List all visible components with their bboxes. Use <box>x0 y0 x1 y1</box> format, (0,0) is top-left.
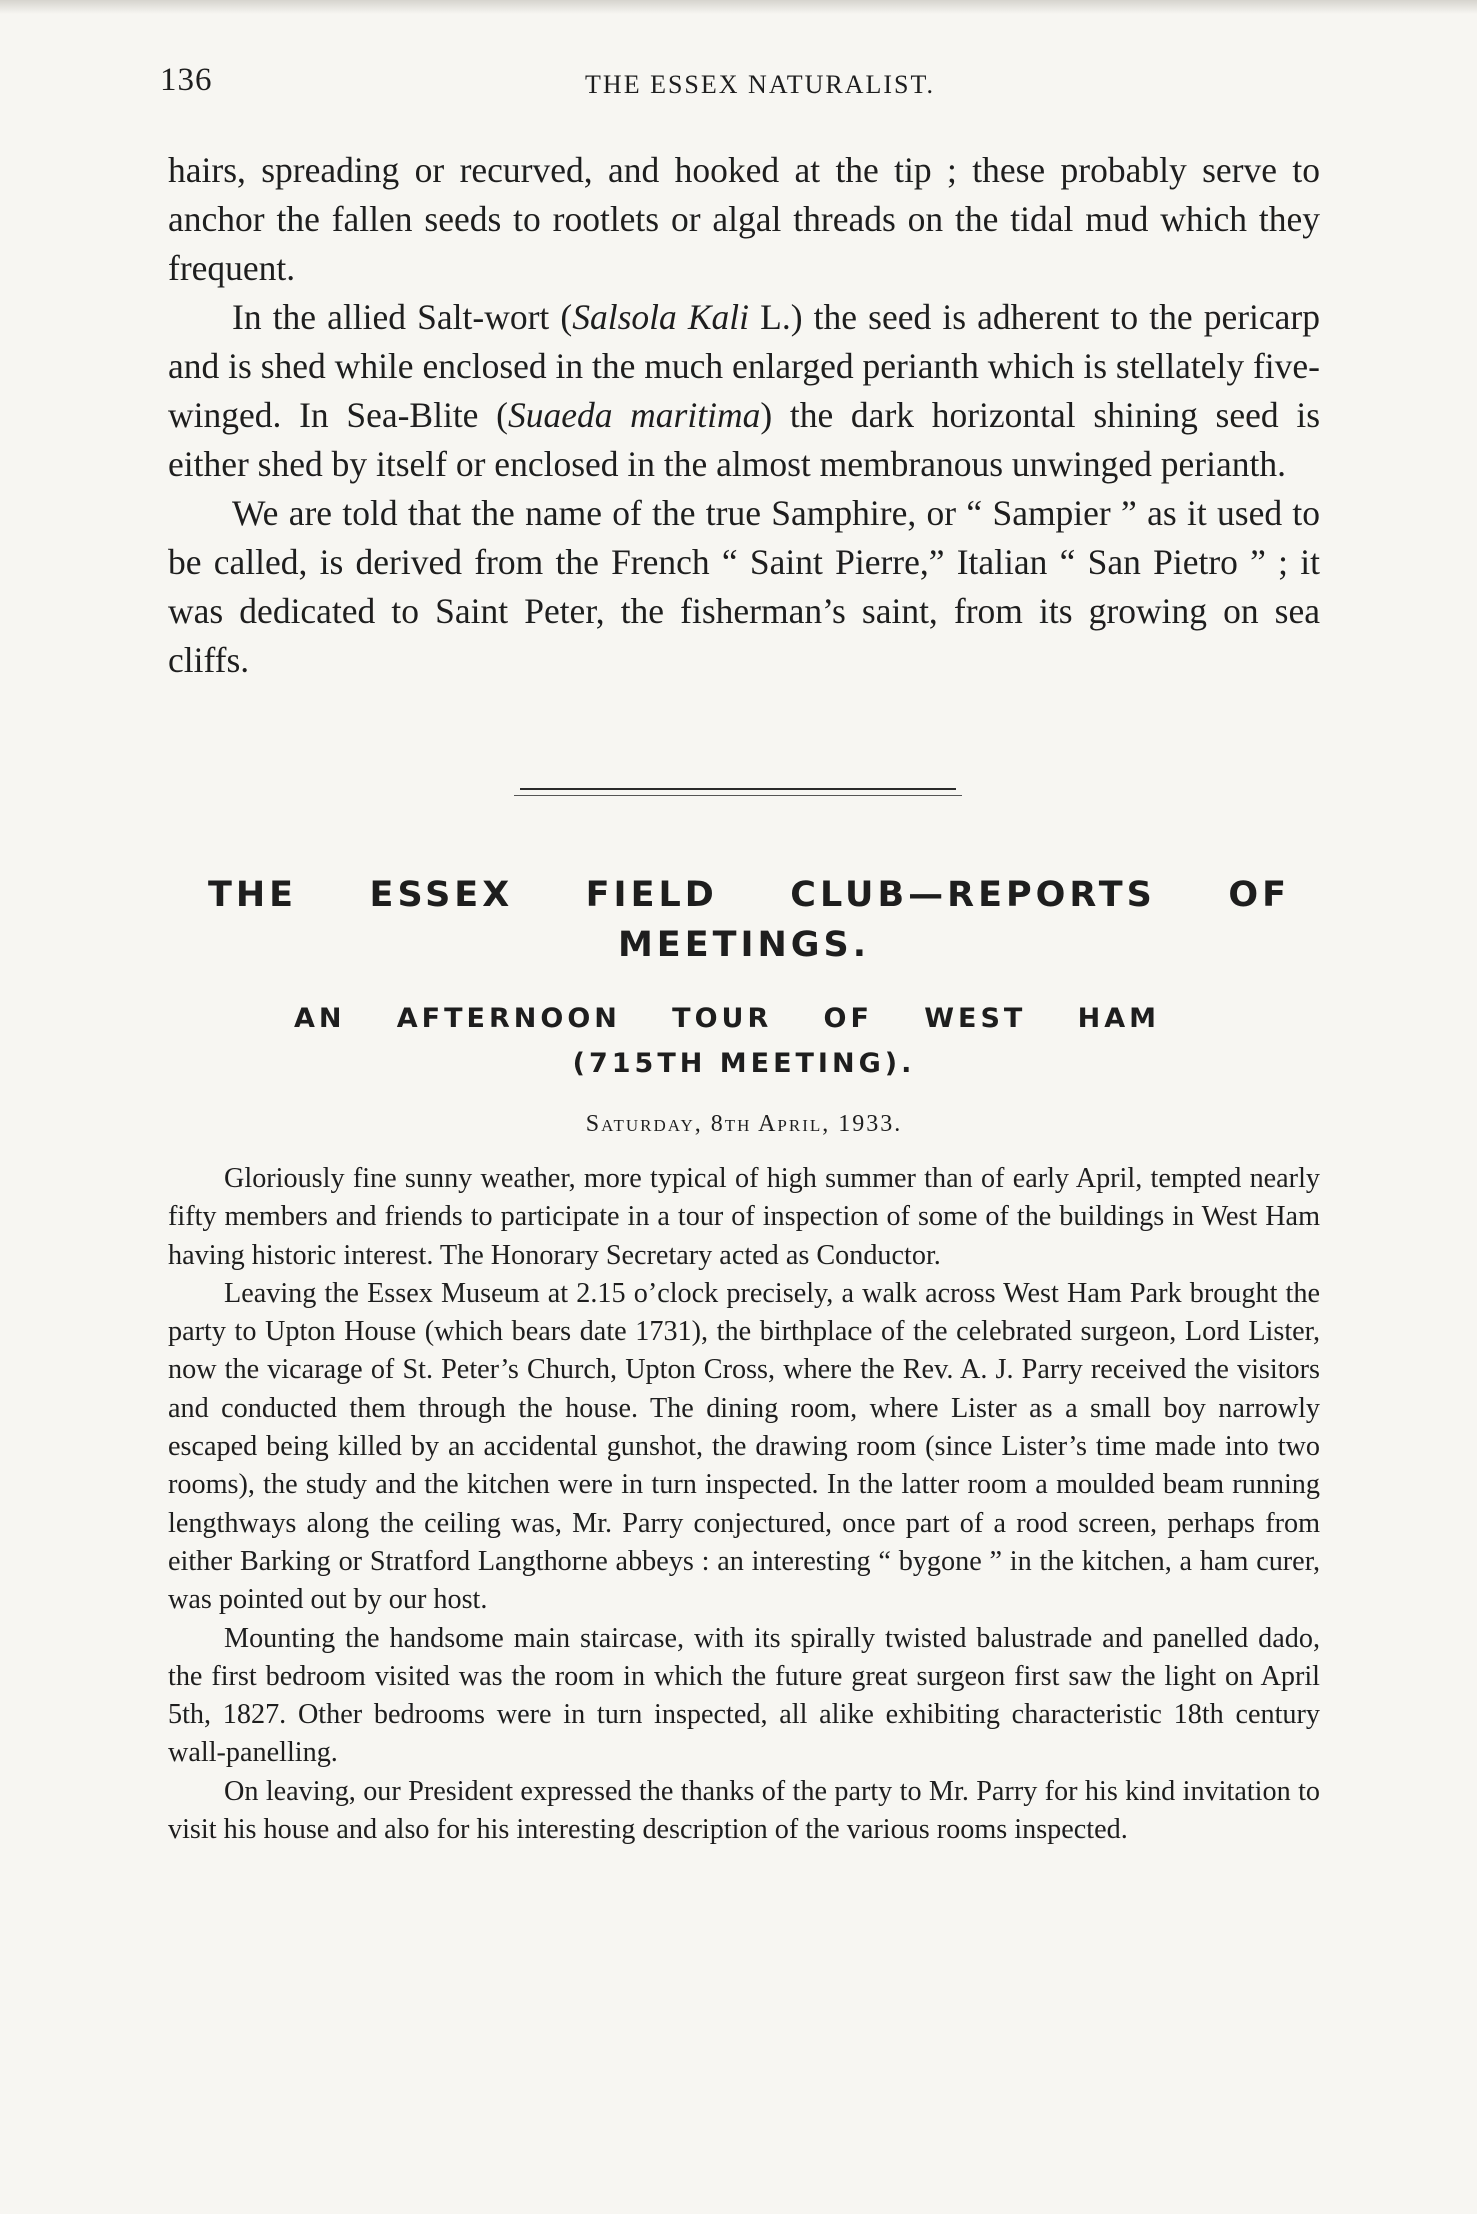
continued-paragraph-2: In the allied Salt-wort (Salsola Kali L.) the seed is adherent to the pericarp and is shed while enclosed in the much enlarged perianth which is stellately five-winged. In Sea-Blite (Suaeda maritima) the dark horizontal shining seed is either shed by itself or enclosed in the almost membranous unwinged perianth. <box>168 297 1321 484</box>
continued-paragraph-1: hairs, spreading or recurved, and hooked at the tip ; these probably serve to anchor the fallen seeds to rootlets or algal threads on the tidal mud which they frequent. <box>168 150 1320 288</box>
running-head <box>160 62 1320 112</box>
species-name-suaeda: Suaeda maritima <box>507 395 761 435</box>
page-edge-shadow <box>0 0 1477 14</box>
section-title <box>168 870 1320 970</box>
meeting-date: Saturday, 8th April, 1933. <box>585 1111 903 1137</box>
report-paragraph-3: Mounting the handsome main staircase, with its spirally twisted balustrade and panelled dado, the first bedroom visited was the room in which the future great surgeon first saw the light on April 5th, 1827. Other bedrooms were in turn inspected, all alike exhibiting characteristic 18th century wall-panelling. <box>168 1622 1320 1769</box>
meeting-report <box>168 1160 1320 1849</box>
section-title-line-1: THE ESSEX FIELD CLUB—REPORTS OF <box>208 875 1290 915</box>
section-divider <box>514 786 962 800</box>
report-paragraph-4: On leaving, our President expressed the thanks of the party to Mr. Parry for his kind invitation to visit his house and also for his interesting description of the various rooms inspected. <box>168 1775 1320 1846</box>
continued-article <box>168 146 1320 685</box>
journal-title: THE ESSEX NATURALIST. <box>585 70 935 99</box>
meeting-title <box>168 996 1320 1086</box>
page-number: 136 <box>160 62 213 98</box>
meeting-title-line-1: AN AFTERNOON TOUR OF WEST HAM <box>294 1003 1160 1034</box>
divider-line-bottom <box>514 795 962 796</box>
species-name-salsola: Salsola Kali <box>572 297 750 337</box>
report-paragraph-1: Gloriously fine sunny weather, more typical of high summer than of early April, tempted nearly fifty members and friends to participate in a tour of inspection of some of the buildings in West Ham having historic interest. The Honorary Secretary acted as Conductor. <box>168 1163 1320 1271</box>
meeting-title-line-2: (715TH MEETING). <box>572 1048 916 1079</box>
continued-paragraph-3: We are told that the name of the true Samphire, or “ Sampier ” as it used to be called, is derived from the French “ Saint Pierre,” Italian “ San Pietro ” ; it was dedicated to Saint Peter, the fisherman’s saint, from its growing on sea cliffs. <box>168 493 1320 680</box>
divider-line-top <box>520 788 956 790</box>
section-title-line-2: MEETINGS. <box>617 925 871 965</box>
report-paragraph-2: Leaving the Essex Museum at 2.15 o’clock precisely, a walk across West Ham Park brought the party to Upton House (which bears date 1731), the birthplace of the celebrated surgeon, Lord Lister, now the vicarage of St. Peter’s Church, Upton Cross, where the Rev. A. J. Parry received the visitors and conducted them through the house. The dining room, where Lister as a small boy narrowly escaped being killed by an accidental gunshot, the drawing room (since Lister’s time made into two rooms), the study and the kitchen were in turn inspected. In the latter room a moulded beam running lengthways along the ceiling was, Mr. Parry conjectured, once part of a rood screen, perhaps from either Barking or Stratford Langthorne abbeys : an interesting “ bygone ” in the kitchen, a ham curer, was pointed out by our host. <box>168 1277 1320 1616</box>
